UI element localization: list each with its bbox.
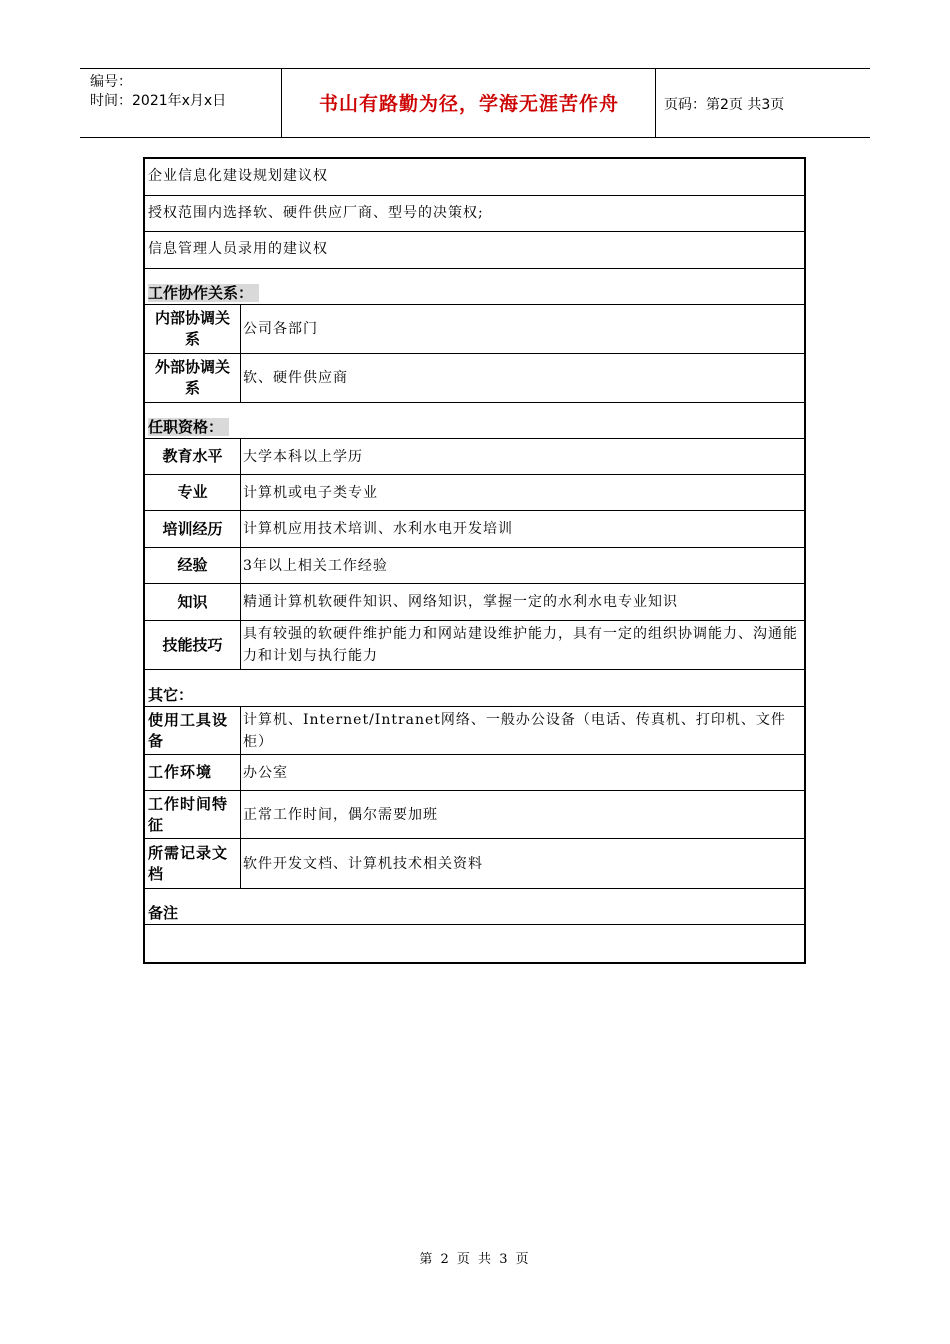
authority-row — [145, 232, 804, 269]
experience-label: 经验 — [145, 548, 241, 583]
environment-label: 工作环境 — [145, 755, 241, 790]
training-value: 计算机应用技术培训、水利水电开发培训 — [243, 521, 513, 537]
other-section-title: 其它： — [148, 686, 194, 704]
header-page-info: 页码：第2页 共3页 — [664, 97, 785, 113]
skills-value: 具有较强的软硬件维护能力和网站建设维护能力，具有一定的组织协调能力、沟通能力和计划与执行能力 — [243, 626, 798, 664]
education-row — [145, 439, 804, 475]
education-label: 教育水平 — [145, 439, 241, 474]
records-label: 所需记录文档 — [145, 839, 241, 888]
other-section-row — [145, 670, 804, 707]
external-coordination-value: 软、硬件供应商 — [243, 370, 348, 386]
knowledge-row — [145, 584, 804, 621]
authority-item: 授权范围内选择软、硬件供应厂商、型号的决策权; — [148, 205, 484, 221]
page-header — [80, 68, 870, 138]
external-coordination-label: 外部协调关系 — [145, 354, 241, 402]
experience-value: 3年以上相关工作经验 — [243, 557, 388, 574]
authority-row — [145, 196, 804, 232]
authority-item: 信息管理人员录用的建议权 — [148, 241, 328, 257]
header-divider — [655, 69, 656, 137]
skills-label: 技能技巧 — [145, 621, 241, 669]
tools-row — [145, 707, 804, 755]
environment-value: 办公室 — [243, 764, 288, 781]
internal-coordination-row — [145, 305, 804, 354]
education-value: 大学本科以上学历 — [243, 448, 363, 465]
remarks-section-row — [145, 889, 804, 925]
authority-row — [145, 159, 804, 196]
external-coordination-row — [145, 354, 804, 403]
major-value: 计算机或电子类专业 — [243, 484, 378, 501]
knowledge-label: 知识 — [145, 584, 241, 620]
experience-row — [145, 548, 804, 584]
document-date: 时间：2021年x月x日 — [90, 93, 227, 109]
work-hours-value: 正常工作时间，偶尔需要加班 — [243, 806, 438, 823]
records-value: 软件开发文档、计算机技术相关资料 — [243, 855, 483, 872]
work-hours-row — [145, 791, 804, 839]
major-row — [145, 475, 804, 511]
major-label: 专业 — [145, 475, 241, 510]
header-left — [90, 73, 226, 111]
work-hours-label: 工作时间特征 — [145, 791, 241, 838]
internal-coordination-label: 内部协调关系 — [145, 305, 241, 353]
remarks-content-row — [145, 925, 804, 962]
skills-row — [145, 621, 804, 670]
document-number-label: 编号： — [90, 74, 132, 90]
remarks-value — [145, 925, 804, 962]
environment-row — [145, 755, 804, 791]
job-description-table — [143, 157, 806, 964]
internal-coordination-value: 公司各部门 — [243, 321, 318, 337]
records-row — [145, 839, 804, 889]
header-motto: 书山有路勤为径，学海无涯苦作舟 — [318, 93, 619, 115]
qualification-section-row — [145, 403, 804, 439]
cooperation-section-title: 工作协作关系： — [148, 284, 259, 302]
qualification-section-title: 任职资格： — [148, 418, 229, 436]
tools-value: 计算机、Internet/Intranet网络、一般办公设备（电话、传真机、打印机、文件柜） — [243, 711, 786, 750]
tools-label: 使用工具设备 — [145, 707, 241, 754]
page-footer: 第 2 页 共 3 页 — [419, 1252, 531, 1267]
training-row — [145, 511, 804, 548]
remarks-title: 备注 — [148, 904, 179, 922]
cooperation-section-row — [145, 269, 804, 305]
training-label: 培训经历 — [145, 511, 241, 547]
authority-item: 企业信息化建设规划建议权 — [148, 168, 328, 184]
knowledge-value: 精通计算机软硬件知识、网络知识，掌握一定的水利水电专业知识 — [243, 594, 678, 610]
